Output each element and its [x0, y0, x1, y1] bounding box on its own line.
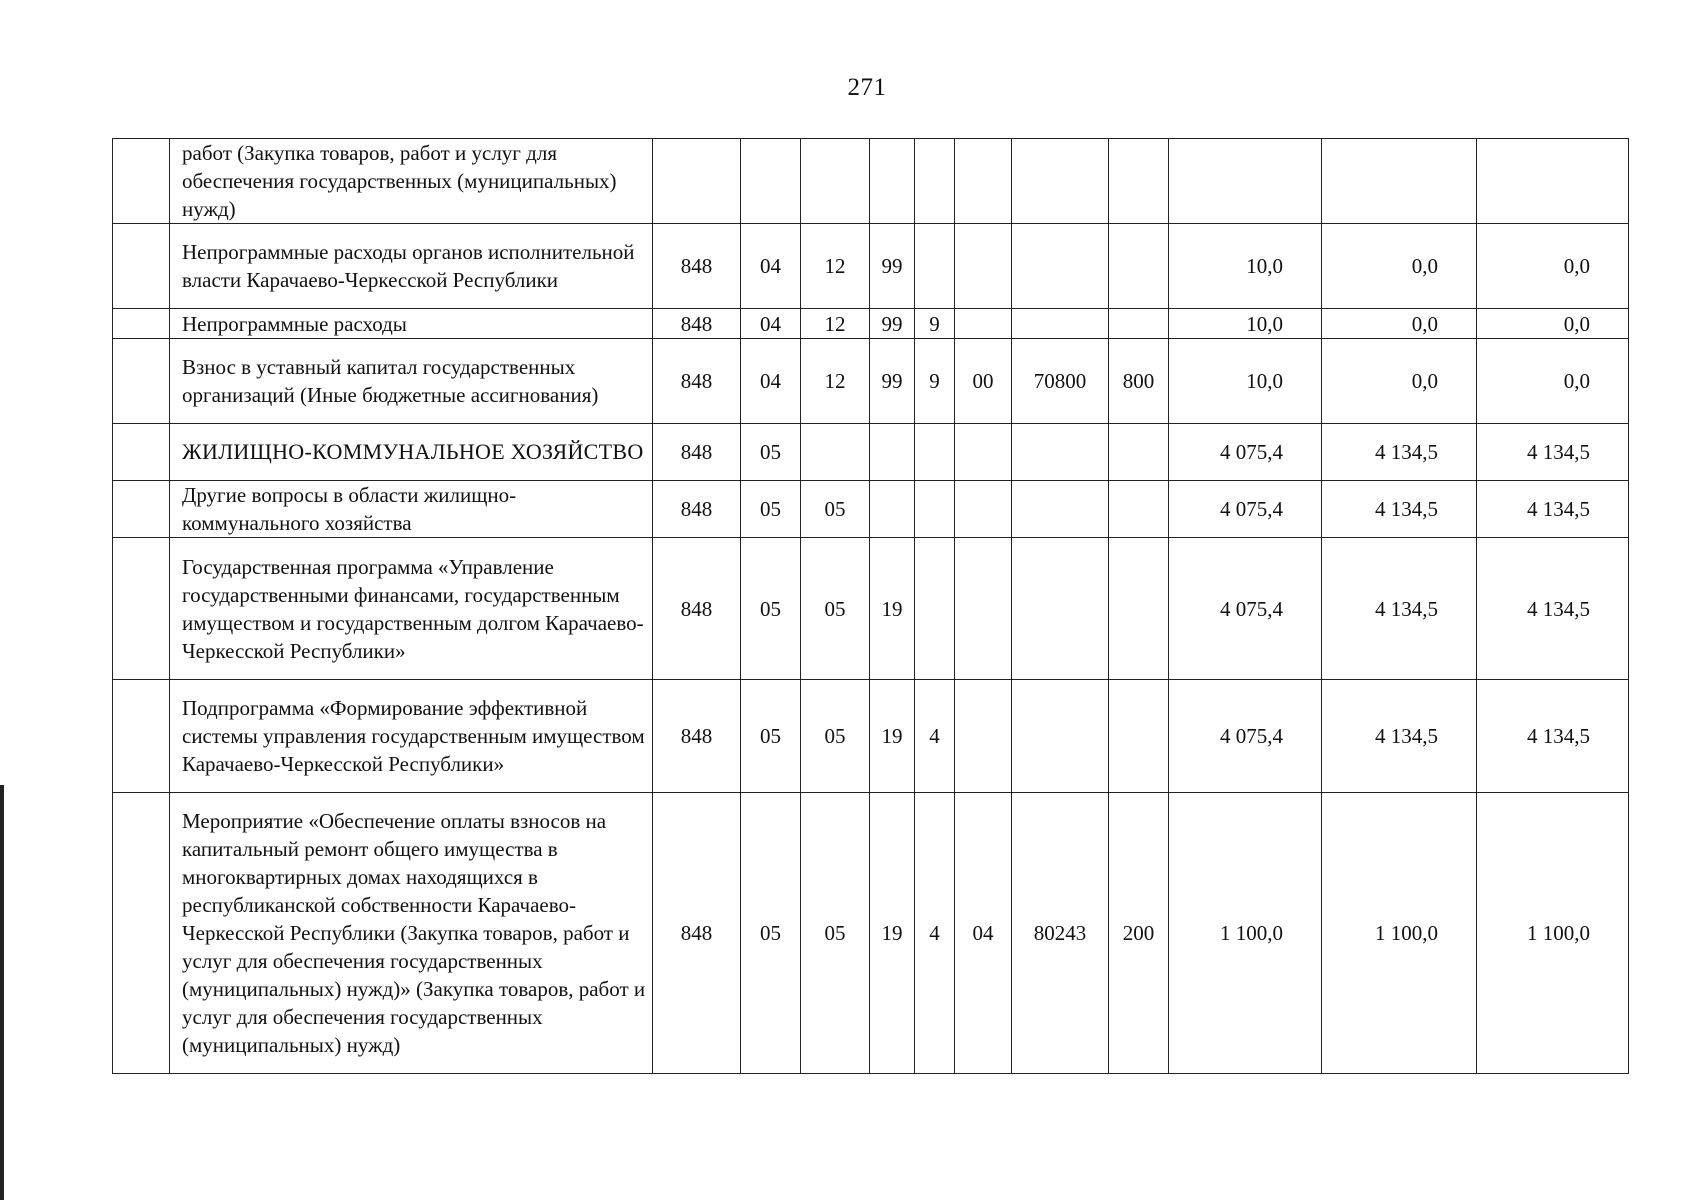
amount-year-2: 4 134,5 [1322, 481, 1477, 538]
rz-code: 05 [741, 793, 801, 1074]
program-code [870, 424, 915, 481]
amount-year-2: 4 134,5 [1322, 680, 1477, 793]
ved-code: 848 [653, 481, 741, 538]
row-number-cell [113, 139, 170, 224]
row-number-cell [113, 424, 170, 481]
expense-type-code [1109, 224, 1169, 309]
expense-type-code [1109, 481, 1169, 538]
rz-code: 04 [741, 224, 801, 309]
table-row [113, 339, 1629, 424]
pr-code [801, 139, 870, 224]
amount-year-2: 0,0 [1322, 309, 1477, 339]
pr-code: 05 [801, 680, 870, 793]
ved-code: 848 [653, 680, 741, 793]
direction-code: 70800 [1012, 339, 1109, 424]
program-code: 99 [870, 339, 915, 424]
expense-type-code [1109, 538, 1169, 680]
table-row [113, 224, 1629, 309]
program-code: 19 [870, 680, 915, 793]
expense-type-code: 800 [1109, 339, 1169, 424]
expense-type-code [1109, 680, 1169, 793]
scan-edge-mark [0, 785, 4, 1200]
table-row [113, 139, 1629, 224]
pr-code: 05 [801, 538, 870, 680]
item-name: Непрограммные расходы [170, 309, 653, 339]
direction-code [1012, 224, 1109, 309]
amount-year-1: 4 075,4 [1169, 424, 1322, 481]
amount-year-3: 4 134,5 [1477, 481, 1629, 538]
amount-year-2 [1322, 139, 1477, 224]
program-code: 19 [870, 538, 915, 680]
amount-year-1: 4 075,4 [1169, 680, 1322, 793]
amount-year-1: 10,0 [1169, 339, 1322, 424]
amount-year-3: 0,0 [1477, 339, 1629, 424]
row-number-cell [113, 309, 170, 339]
ved-code [653, 139, 741, 224]
event-code [955, 309, 1012, 339]
amount-year-2: 4 134,5 [1322, 424, 1477, 481]
pr-code: 12 [801, 224, 870, 309]
ved-code: 848 [653, 309, 741, 339]
program-code: 99 [870, 224, 915, 309]
amount-year-3: 0,0 [1477, 224, 1629, 309]
event-code [955, 139, 1012, 224]
item-name: Мероприятие «Обеспечение оплаты взносов на капитальный ремонт общего имущества в многоквартирных домах находящихся в республиканской собственности Карачаево-Черкесской Республики (Закупка товаров, работ и услуг для обеспечения государственных (муниципальных) нужд)» (Закупка товаров, работ и услуг для обеспечения государственных (муниципальных) нужд) [170, 793, 653, 1074]
budget-table [112, 138, 1629, 1074]
program-code: 19 [870, 793, 915, 1074]
row-number-cell [113, 481, 170, 538]
pr-code: 05 [801, 481, 870, 538]
amount-year-1: 1 100,0 [1169, 793, 1322, 1074]
amount-year-3 [1477, 139, 1629, 224]
section-title: ЖИЛИЩНО-КОММУНАЛЬНОЕ ХОЗЯЙСТВО [170, 424, 653, 481]
table-row [113, 538, 1629, 680]
event-code [955, 680, 1012, 793]
table-row [113, 481, 1629, 538]
event-code [955, 424, 1012, 481]
expense-type-code [1109, 424, 1169, 481]
rz-code: 05 [741, 481, 801, 538]
subprogram-code [915, 538, 955, 680]
direction-code [1012, 538, 1109, 680]
rz-code: 05 [741, 538, 801, 680]
pr-code: 12 [801, 309, 870, 339]
ved-code: 848 [653, 224, 741, 309]
row-number-cell [113, 538, 170, 680]
rz-code: 04 [741, 309, 801, 339]
row-number-cell [113, 224, 170, 309]
event-code [955, 481, 1012, 538]
amount-year-3: 4 134,5 [1477, 424, 1629, 481]
program-code: 99 [870, 309, 915, 339]
event-code [955, 538, 1012, 680]
amount-year-3: 0,0 [1477, 309, 1629, 339]
rz-code [741, 139, 801, 224]
subprogram-code: 4 [915, 793, 955, 1074]
row-number-cell [113, 793, 170, 1074]
item-name: Государственная программа «Управление государственными финансами, государственным имуществом и государственным долгом Карачаево-Черкесской Республики» [170, 538, 653, 680]
subprogram-code: 4 [915, 680, 955, 793]
page-number: 271 [847, 74, 887, 101]
amount-year-3: 4 134,5 [1477, 680, 1629, 793]
event-code: 00 [955, 339, 1012, 424]
pr-code: 05 [801, 793, 870, 1074]
subprogram-code [915, 481, 955, 538]
pr-code: 12 [801, 339, 870, 424]
amount-year-2: 0,0 [1322, 339, 1477, 424]
rz-code: 05 [741, 680, 801, 793]
amount-year-2: 1 100,0 [1322, 793, 1477, 1074]
row-number-cell [113, 680, 170, 793]
ved-code: 848 [653, 538, 741, 680]
item-name: Взнос в уставный капитал государственных организаций (Иные бюджетные ассигнования) [170, 339, 653, 424]
item-name: Подпрограмма «Формирование эффективной системы управления государственным имуществом Карачаево-Черкесской Республики» [170, 680, 653, 793]
program-code [870, 139, 915, 224]
expense-type-code [1109, 139, 1169, 224]
rz-code: 04 [741, 339, 801, 424]
table-row [113, 309, 1629, 339]
amount-year-2: 0,0 [1322, 224, 1477, 309]
amount-year-3: 1 100,0 [1477, 793, 1629, 1074]
ved-code: 848 [653, 424, 741, 481]
amount-year-1: 4 075,4 [1169, 481, 1322, 538]
subprogram-code [915, 139, 955, 224]
subprogram-code: 9 [915, 309, 955, 339]
direction-code: 80243 [1012, 793, 1109, 1074]
table-row [113, 680, 1629, 793]
direction-code [1012, 424, 1109, 481]
expense-type-code: 200 [1109, 793, 1169, 1074]
table-row [113, 793, 1629, 1074]
item-name: Непрограммные расходы органов исполнительной власти Карачаево-Черкесской Республики [170, 224, 653, 309]
program-code [870, 481, 915, 538]
amount-year-1 [1169, 139, 1322, 224]
direction-code [1012, 139, 1109, 224]
item-name: работ (Закупка товаров, работ и услуг для обеспечения государственных (муниципальных) нужд) [170, 139, 653, 224]
amount-year-3: 4 134,5 [1477, 538, 1629, 680]
direction-code [1012, 680, 1109, 793]
event-code [955, 224, 1012, 309]
expense-type-code [1109, 309, 1169, 339]
amount-year-1: 10,0 [1169, 309, 1322, 339]
item-name: Другие вопросы в области жилищно-коммунального хозяйства [170, 481, 653, 538]
ved-code: 848 [653, 793, 741, 1074]
ved-code: 848 [653, 339, 741, 424]
amount-year-1: 4 075,4 [1169, 538, 1322, 680]
subprogram-code [915, 424, 955, 481]
row-number-cell [113, 339, 170, 424]
amount-year-2: 4 134,5 [1322, 538, 1477, 680]
direction-code [1012, 309, 1109, 339]
subprogram-code [915, 224, 955, 309]
pr-code [801, 424, 870, 481]
amount-year-1: 10,0 [1169, 224, 1322, 309]
rz-code: 05 [741, 424, 801, 481]
event-code: 04 [955, 793, 1012, 1074]
table-row [113, 424, 1629, 481]
subprogram-code: 9 [915, 339, 955, 424]
direction-code [1012, 481, 1109, 538]
